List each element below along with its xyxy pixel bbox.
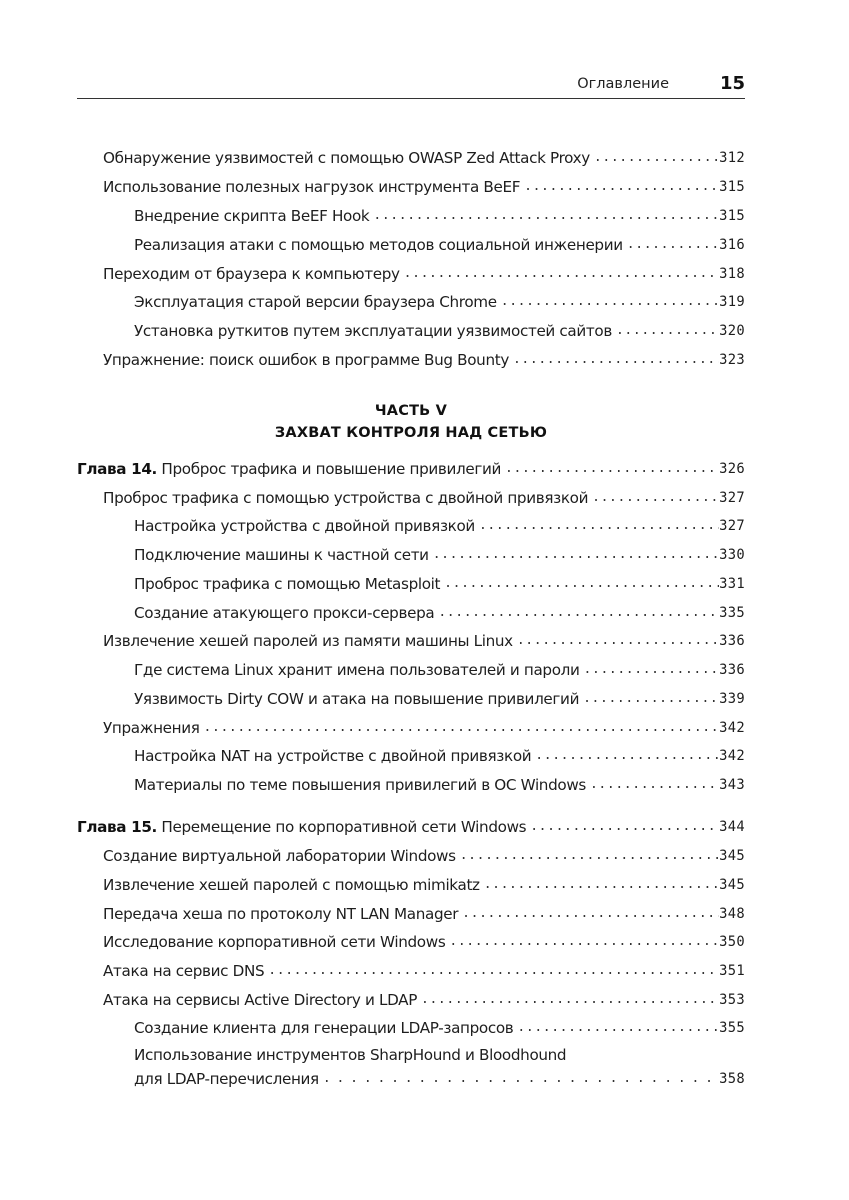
toc-entry-page: 351 bbox=[719, 963, 745, 979]
dot-leader bbox=[480, 873, 719, 897]
toc-entry-title: Внедрение скрипта BeEF Hook bbox=[134, 207, 370, 225]
toc-entry-page: 312 bbox=[719, 150, 745, 166]
toc-entry[interactable] bbox=[134, 601, 745, 625]
dot-leader bbox=[456, 844, 719, 868]
toc-entry-title: Где система Linux хранит имена пользователей и пароли bbox=[134, 661, 580, 679]
toc-entry-title: Реализация атаки с помощью методов социальной инженерии bbox=[134, 236, 623, 254]
toc-entry-title: Настройка NAT на устройстве с двойной привязкой bbox=[134, 747, 532, 765]
toc-entry-line2 bbox=[134, 1067, 745, 1091]
toc-entry[interactable] bbox=[103, 629, 745, 653]
toc-entry-page: 327 bbox=[719, 490, 745, 506]
dot-leader bbox=[623, 233, 719, 257]
toc-entry-title: Упражнения bbox=[103, 719, 200, 737]
toc-entry-page: 319 bbox=[719, 294, 745, 310]
toc-entry-page: 326 bbox=[719, 461, 745, 477]
toc-entry-page: 345 bbox=[719, 848, 745, 864]
toc-entry-title-line2: для LDAP-перечисления bbox=[134, 1070, 319, 1088]
dot-leader bbox=[586, 773, 719, 797]
chapter-label: Глава 14. bbox=[77, 460, 157, 478]
chapter-entry[interactable] bbox=[77, 457, 745, 481]
dot-leader bbox=[580, 658, 720, 682]
toc-entry[interactable] bbox=[103, 959, 745, 983]
chapter-name: Проброс трафика и повышение привилегий bbox=[156, 460, 502, 478]
toc-entry-title: Проброс трафика с помощью Metasploit bbox=[134, 575, 441, 593]
toc-entry-title: Создание атакующего прокси-сервера bbox=[134, 604, 435, 622]
dot-leader bbox=[590, 146, 719, 170]
toc-entry-title: Материалы по теме повышения привилегий в ОС Windows bbox=[134, 776, 586, 794]
dot-leader bbox=[369, 204, 719, 228]
page-number: 15 bbox=[719, 73, 745, 94]
toc-entry[interactable] bbox=[134, 687, 745, 711]
toc-entry-title-line1: Использование инструментов SharpHound и Bloodhound bbox=[134, 1046, 567, 1064]
dot-leader bbox=[579, 687, 719, 711]
toc-entry-wrapped[interactable] bbox=[134, 1043, 745, 1091]
dot-leader bbox=[417, 988, 719, 1012]
toc-entry-page: 348 bbox=[719, 906, 745, 922]
toc-entry[interactable] bbox=[134, 319, 745, 343]
toc-entry-title: Создание клиента для генерации LDAP-запросов bbox=[134, 1019, 514, 1037]
toc-entry-title: Атака на сервис DNS bbox=[103, 962, 265, 980]
toc-entry-page: 331 bbox=[719, 576, 745, 592]
dot-leader bbox=[531, 744, 719, 768]
dot-leader bbox=[520, 175, 719, 199]
toc-entry-page: 315 bbox=[719, 179, 745, 195]
toc-entry-page: 320 bbox=[719, 323, 745, 339]
dot-leader bbox=[588, 486, 719, 510]
toc-entry[interactable] bbox=[103, 486, 745, 510]
part-title: ЗАХВАТ КОНТРОЛЯ НАД СЕТЬЮ bbox=[274, 425, 548, 441]
toc-entry-title: Настройка устройства с двойной привязкой bbox=[134, 517, 475, 535]
dot-leader bbox=[501, 457, 719, 481]
toc-entry[interactable] bbox=[134, 290, 745, 314]
toc-entry-page: 343 bbox=[719, 777, 745, 793]
toc-entry[interactable] bbox=[134, 543, 745, 567]
toc-entry[interactable] bbox=[103, 175, 745, 199]
chapter-title bbox=[77, 815, 526, 839]
chapter-entry[interactable] bbox=[77, 815, 745, 839]
toc-entry-title: Установка руткитов путем эксплуатации уязвимостей сайтов bbox=[134, 322, 612, 340]
toc-entry-page: 339 bbox=[719, 691, 745, 707]
toc-entry[interactable] bbox=[103, 930, 745, 954]
dot-leader bbox=[264, 959, 719, 983]
toc-entry-page: 323 bbox=[719, 352, 745, 368]
toc-entry-title: Использование полезных нагрузок инструмента BeEF bbox=[103, 178, 521, 196]
toc-entry-page: 342 bbox=[719, 748, 745, 764]
toc-entry-page: 350 bbox=[719, 934, 745, 950]
toc-entry[interactable] bbox=[134, 744, 745, 768]
toc-entry-page: 342 bbox=[719, 720, 745, 736]
toc-entry-page: 345 bbox=[719, 877, 745, 893]
part-number: ЧАСТЬ V bbox=[374, 403, 448, 419]
toc-entry[interactable] bbox=[134, 233, 745, 257]
toc-entry-page: 318 bbox=[719, 266, 745, 282]
toc-entry-title: Атака на сервисы Active Directory и LDAP bbox=[103, 991, 418, 1009]
toc-entry-page: 327 bbox=[719, 518, 745, 534]
dot-leader bbox=[429, 543, 719, 567]
toc-entry-title: Подключение машины к частной сети bbox=[134, 546, 429, 564]
toc-entry[interactable] bbox=[134, 572, 745, 596]
toc-entry-title: Упражнение: поиск ошибок в программе Bug Bounty bbox=[103, 351, 509, 369]
toc-entry-page: 353 bbox=[719, 992, 745, 1008]
toc-entry-page: 336 bbox=[719, 662, 745, 678]
toc-entry-title: Переходим от браузера к компьютеру bbox=[103, 265, 400, 283]
toc-entry[interactable] bbox=[103, 988, 745, 1012]
toc-entry-page: 335 bbox=[719, 605, 745, 621]
toc-entry[interactable] bbox=[103, 902, 745, 926]
chapter-title bbox=[77, 457, 501, 481]
toc-entry-title: Извлечение хешей паролей с помощью mimikatz bbox=[103, 876, 480, 894]
toc-entry-title: Эксплуатация старой версии браузера Chrome bbox=[134, 293, 497, 311]
toc-entry-title: Создание виртуальной лаборатории Windows bbox=[103, 847, 456, 865]
dot-leader bbox=[200, 716, 720, 740]
toc-entry[interactable] bbox=[134, 1016, 745, 1040]
dot-leader bbox=[513, 629, 719, 653]
toc-entry[interactable] bbox=[134, 204, 745, 228]
part-heading bbox=[77, 400, 745, 444]
toc-entry-page: 315 bbox=[719, 208, 745, 224]
toc-entry-page: 336 bbox=[719, 633, 745, 649]
chapter-label: Глава 15. bbox=[77, 818, 157, 836]
toc-entry-page: 344 bbox=[719, 819, 745, 835]
dot-leader bbox=[440, 572, 719, 596]
toc-entry[interactable] bbox=[103, 146, 745, 170]
toc-entry-page: 358 bbox=[719, 1071, 745, 1087]
header-rule bbox=[77, 98, 745, 99]
toc-entry[interactable] bbox=[103, 262, 745, 286]
dot-leader bbox=[400, 262, 720, 286]
toc-entry[interactable] bbox=[134, 773, 745, 797]
toc-entry[interactable] bbox=[134, 658, 745, 682]
toc-entry-page: 316 bbox=[719, 237, 745, 253]
dot-leader bbox=[612, 319, 719, 343]
dot-leader bbox=[458, 902, 719, 926]
toc-entry[interactable] bbox=[103, 348, 745, 372]
toc-entry[interactable] bbox=[134, 514, 745, 538]
toc-entry-title: Проброс трафика с помощью устройства с двойной привязкой bbox=[103, 489, 589, 507]
dot-leader bbox=[434, 601, 719, 625]
dot-leader bbox=[445, 930, 719, 954]
toc-entry-page: 355 bbox=[719, 1020, 745, 1036]
toc-entry-title: Уязвимость Dirty COW и атака на повышение привилегий bbox=[134, 690, 580, 708]
dot-leader bbox=[319, 1067, 719, 1091]
toc-entry-title: Передача хеша по протоколу NT LAN Manager bbox=[103, 905, 459, 923]
dot-leader bbox=[513, 1016, 719, 1040]
toc-entry[interactable] bbox=[103, 716, 745, 740]
toc-entry-title: Обнаружение уязвимостей с помощью OWASP Zed Attack Proxy bbox=[103, 149, 590, 167]
dot-leader bbox=[497, 290, 719, 314]
toc-entry[interactable] bbox=[103, 873, 745, 897]
toc-entry-title: Исследование корпоративной сети Windows bbox=[103, 933, 446, 951]
running-header-title: Оглавление bbox=[577, 76, 669, 92]
toc-entry-title: Извлечение хешей паролей из памяти машины Linux bbox=[103, 632, 513, 650]
dot-leader bbox=[475, 514, 719, 538]
dot-leader bbox=[526, 815, 719, 839]
toc-entry-page: 330 bbox=[719, 547, 745, 563]
chapter-name: Перемещение по корпоративной сети Windows bbox=[156, 818, 527, 836]
dot-leader bbox=[509, 348, 719, 372]
toc-entry[interactable] bbox=[103, 844, 745, 868]
